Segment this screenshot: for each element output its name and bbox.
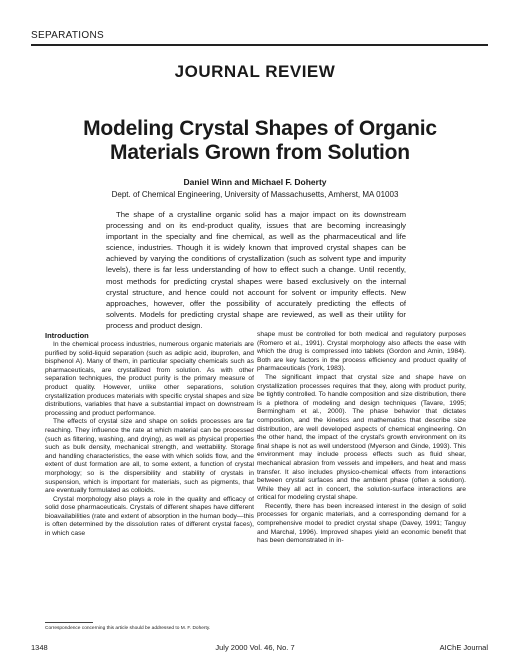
paragraph: Recently, there has been increased interest in the design of solid processes for organic materials, and a corresponding demand for a comprehensive model to predict crystal shape (Davey, 1991; Tanguy and Marchal, 1996). Improved shapes yield an economic benefit that has been demonstrated in in- bbox=[257, 502, 466, 545]
section-label: SEPARATIONS bbox=[31, 30, 104, 41]
article-title: Modeling Crystal Shapes of Organic Materials Grown from Solution bbox=[83, 117, 437, 164]
review-type-heading: JOURNAL REVIEW bbox=[174, 62, 336, 81]
footnote: Correspondence concerning this article should be addressed to M. F. Doherty. bbox=[45, 626, 211, 631]
journal-name: AIChE Journal bbox=[439, 643, 488, 652]
paragraph: shape must be controlled for both medical and regulatory purposes (Romero et al., 1991). Crystal morphology also affects the ease with which the drug is compressed into tablets (Gordon and Amin, 1984). Both are key factors in the process efficiency and product quality of pharmaceuticals (York, 1983). bbox=[257, 331, 466, 373]
issue-info: July 2000 Vol. 46, No. 7 bbox=[215, 643, 295, 652]
body-column-left bbox=[45, 331, 254, 539]
section-heading-introduction: Introduction bbox=[45, 331, 89, 340]
paragraph: The effects of crystal size and shape on solids processes are far reaching. They influence the rate at which material can be processed (such as filtering, washing, and drying), as well as physical properties such as bulk density, mechanical strength, and wettability. Storage and handling characteristics, the ease with which solids flow, and the extent of dust formation are all, to some extent, a function of crystal morphology; so is the dispersibility and stability of crystals in suspension, which is important for materials, such as pigments, that are eventually formulated as colloids. bbox=[45, 418, 254, 495]
page-number: 1348 bbox=[31, 643, 48, 652]
authors: Daniel Winn and Michael F. Doherty bbox=[183, 177, 327, 187]
affiliation: Dept. of Chemical Engineering, University of Massachusetts, Amherst, MA 01003 bbox=[111, 190, 399, 199]
footnote-rule bbox=[45, 622, 93, 623]
body-column-right bbox=[257, 331, 466, 546]
paragraph: Crystal morphology also plays a role in the quality and efficacy of solid dose pharmaceuticals. Crystals of different shapes have different bioavailabilities (rate and extent of absorption in the human body—this is often determined by the dissolution rates of different crystal faces), in which case bbox=[45, 495, 254, 538]
paragraph: In the chemical process industries, numerous organic materials are purified by solid-liquid separation (such as adipic acid, ibuprofen, and bisphenol A). Many of them, in particular specialty chemicals such as pharmaceuticals, are crystallized from solution. As with other separation techniques, the product purity is the primary measure of product quality. However, unlike other separations, solution crystallization produces materials with specific crystal shapes and size distributions, variables that have a substantial impact on downstream processing and product performance. bbox=[45, 341, 254, 417]
paragraph: The significant impact that crystal size and shape have on crystallization processes requires that they, along with product purity, be tightly controlled. To handle composition and size distribution, there is a plethora of modeling and design techniques (Tavare, 1995; Bermingham et al., 2000). The phase behavior that dictates composition, and the kinetics and mathematics that describe size distribution, are well developed aspects of chemical engineering. On the other hand, the impact of the crystal's growth environment on its final shape is not as well understood (Myerson and Ginde, 1993). This environment may include process effects such as fluid shear, mechanical abrasion from vessels and impellers, and heat and mass transfer. It also includes physico-chemical effects from interactions between crystal surfaces and the ambient phase (often a solution). While they all act in concert, the solution-surface interactions are critical for modeling crystal shape. bbox=[257, 373, 466, 502]
abstract: The shape of a crystalline organic solid has a major impact on its downstream processing and on its end-product quality, issues that are becoming increasingly important in the specialty and fine chemical, as well as the pharmaceutical and life science, industries. Though it is widely known that improved crystal shapes can be achieved by varying the conditions of crystallization (such as solvent type and impurity levels), there is far less understanding of how to effect such a change. Until recently, most methods for predicting crystal shapes were based exclusively on the internal crystal structure, and hence could not account for solvent or impurity effects. New approaches, however, offer the possibility of accurately predicting the effects of solvents. Models for predicting crystal shape are reviewed, as well as their utility for process and product design. bbox=[106, 210, 406, 330]
header-rule bbox=[31, 44, 488, 46]
